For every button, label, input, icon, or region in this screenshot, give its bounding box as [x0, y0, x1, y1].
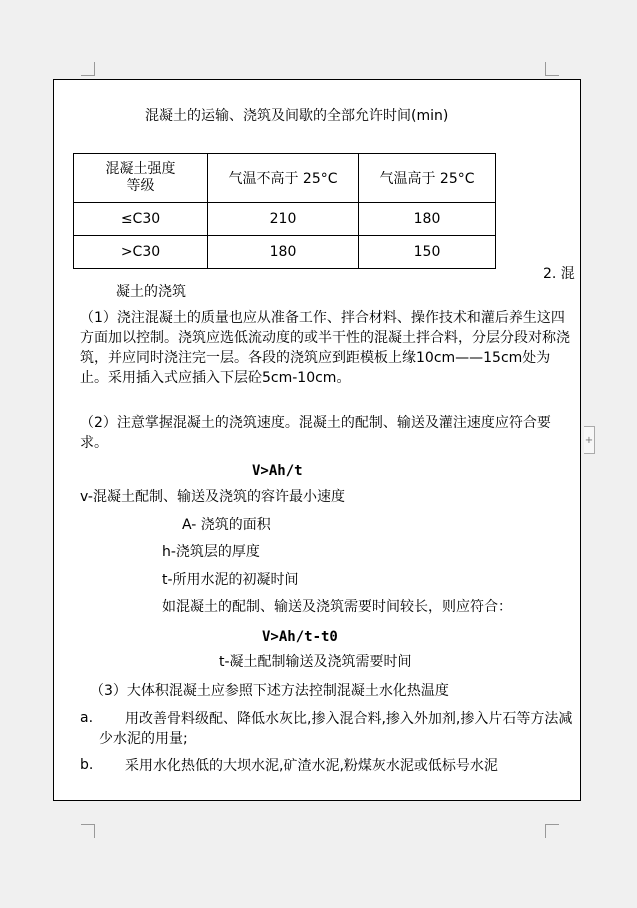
- item-b-label: b.: [80, 757, 94, 773]
- definition-t: t-所用水泥的初凝时间: [162, 572, 299, 588]
- section-marker: 2. 混: [543, 266, 575, 282]
- cell-grade: ≤C30: [74, 203, 208, 236]
- header-low-temp: 气温不高于 25°C: [208, 154, 359, 203]
- definition-t0: t-凝土配制输送及浇筑需要时间: [219, 654, 412, 670]
- time-table: [73, 153, 496, 269]
- formula-2: V>Ah/t-t0: [262, 629, 338, 645]
- page-corner-mark-top-right: [545, 62, 559, 76]
- definition-h: h-浇筑层的厚度: [162, 544, 260, 560]
- page-corner-mark-bottom-right: [545, 824, 559, 838]
- table-title: 混凝土的运输、浇筑及间歇的全部允许时间(min): [145, 108, 449, 124]
- cell-high: 150: [359, 236, 496, 269]
- formula-1: V>Ah/t: [252, 463, 303, 479]
- page-corner-mark-top-left: [81, 62, 95, 76]
- table-row: [74, 236, 496, 269]
- cell-grade: >C30: [74, 236, 208, 269]
- expand-plus-icon[interactable]: +: [584, 426, 595, 454]
- definition-a: A- 浇筑的面积: [182, 517, 271, 533]
- paragraph-1: （1）浇注混凝土的质量也应从准备工作、拌合材料、操作技术和灌后养生这四方面加以控制。浇筑应选低流动度的或半干性的混凝土拌合料，分层分段对称浇筑，并应同时浇注完一层。各段的浇筑应到距模板上缘10cm——15cm处为止。采用插入式应插入下层砼5cm-10cm。: [80, 310, 570, 386]
- header-grade-line2: 等级: [126, 178, 155, 194]
- cell-high: 180: [359, 203, 496, 236]
- paragraph-2: （2）注意掌握混凝土的浇筑速度。混凝土的配制、输送及灌注速度应符合要求。: [80, 415, 551, 451]
- table-header-row: [74, 154, 496, 203]
- section-title: 凝土的浇筑: [116, 284, 186, 300]
- header-grade-line1: 混凝土强度: [105, 161, 176, 177]
- item-a-label: a.: [80, 710, 94, 726]
- cell-low: 210: [208, 203, 359, 236]
- page-corner-mark-bottom-left: [81, 824, 95, 838]
- table-row: [74, 203, 496, 236]
- paragraph-3: （3）大体积混凝土应参照下述方法控制混凝土水化热温度: [90, 683, 449, 699]
- cell-low: 180: [208, 236, 359, 269]
- definition-v: v-混凝土配制、输送及浇筑的容许最小速度: [80, 489, 345, 505]
- item-b-text: 采用水化热低的大坝水泥,矿渣水泥,粉煤灰水泥或低标号水泥: [125, 758, 498, 774]
- condition-text: 如混凝土的配制、输送及浇筑需要时间较长，则应符合：: [162, 599, 512, 615]
- item-a-text: 用改善骨料级配、降低水灰比,掺入混合料,掺入外加剂,掺入片石等方法减少水泥的用量;: [99, 711, 573, 747]
- header-high-temp: 气温高于 25°C: [359, 154, 496, 203]
- header-grade: [74, 154, 208, 203]
